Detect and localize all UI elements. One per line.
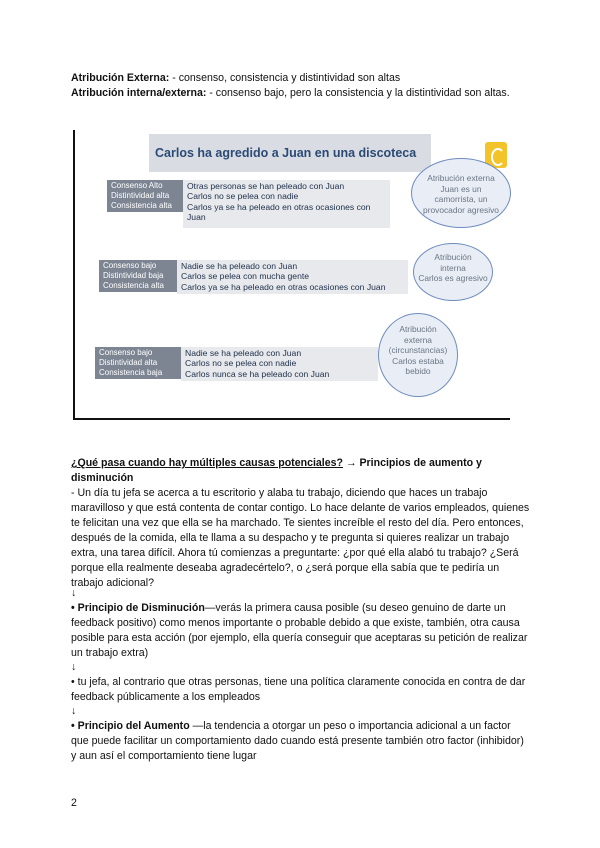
disminucion-text: —verás la primera causa posible (su deseo genuino de darte un feedback positivo) como menos importante o probable debido a que existe, también, otra causa posible para esta acción (por ejemplo, ella quería conseguir que aceptaras su petición de realizar un trabajo extra) xyxy=(71,602,528,659)
block2-row: Carlos ya se ha peleado en otras ocasiones con Juan xyxy=(181,281,386,292)
attribution-figure xyxy=(73,130,510,423)
story-paragraph: - Un día tu jefa se acerca a tu escritorio y alaba tu trabajo, diciendo que haces un trabajo maravilloso y que está contenta de contar contigo. Lo hace delante de varios empleados, quienes te felicitan una vez que ella se ha marchado. Te sientes increíble el resto del día. Pero entonces, después de la comida, ella te llama a su despacho y te pregunta si quieres realizar un trabajo extra, una tarea difícil. Ahora tú comienzas a preguntarte: ¿por qué ella alabó tu trabajo? ¿Será porque ella realmente deseaba agradecértelo?, o ¿será porque ella sabía que te pediría un trabajo adicional? xyxy=(71,487,530,589)
block2-label: Consistencia alta xyxy=(103,281,164,290)
block1-row: Carlos no se pelea con nadie xyxy=(187,191,299,202)
block3-row: Carlos nunca se ha peleado con Juan xyxy=(185,368,330,379)
aumento-paragraph xyxy=(71,719,531,764)
ellipse-line: Carlos es agresivo xyxy=(418,273,488,283)
block2-row: Carlos se pelea con mucha gente xyxy=(181,271,310,282)
block2-ellipse xyxy=(413,243,493,301)
section-question: ¿Qué pasa cuando hay múltiples causas potenciales? xyxy=(71,457,343,469)
intro-external xyxy=(71,71,531,86)
block1-label: Consenso Alto xyxy=(111,181,163,190)
block2-labels xyxy=(99,260,177,292)
disminucion-label: • Principio de Disminución xyxy=(71,602,205,614)
block3-row: Carlos no se pelea con nadie xyxy=(185,358,297,369)
ellipse-line: provocador agresivo xyxy=(423,204,499,215)
jefa-paragraph: • tu jefa, al contrario que otras personas, tiene una política claramente conocida en contra de dar feedback públicamente a los empleados xyxy=(71,676,526,703)
figure-title: Carlos ha agredido a Juan en una discoteca xyxy=(149,134,431,172)
block1-row: Carlos ya se ha peleado en otras ocasiones con Juan xyxy=(187,201,371,223)
block3-label: Consistencia baja xyxy=(99,368,163,377)
figure-left-border xyxy=(73,130,75,420)
ellipse-line: Atribución externa xyxy=(427,173,495,183)
block3-ellipse xyxy=(378,313,458,397)
ellipse-line: externa xyxy=(404,334,432,345)
external-label: Atribución Externa: xyxy=(71,72,170,84)
block1-ellipse xyxy=(411,158,511,228)
ellipse-line: bebido xyxy=(405,366,431,376)
block1-row: Otras personas se han peleado con Juan xyxy=(187,181,345,191)
block3-row: Nadie se ha peleado con Juan xyxy=(185,348,302,358)
block2-label: Distintividad baja xyxy=(103,271,164,280)
block3-labels xyxy=(95,347,181,379)
aumento-text: —la tendencia a otorgar un peso o importancia adicional a un factor que puede facilitar un comportamiento dado cuando está presente también otro factor (inhibidor) y aun así el comportamiento tiene lugar xyxy=(71,720,524,762)
aumento-label: • Principio del Aumento xyxy=(71,720,190,732)
ellipse-line: Carlos estaba xyxy=(392,355,444,366)
block1-labels xyxy=(107,180,183,212)
block1-label: Distintividad alta xyxy=(111,191,170,200)
internal-external-label: Atribución interna/externa: xyxy=(71,87,207,99)
intro-internal-external xyxy=(71,86,531,101)
page-number: 2 xyxy=(71,797,77,809)
ellipse-line: Atribución xyxy=(434,252,472,262)
block3-rows xyxy=(181,347,378,381)
ellipse-line: (circunstancias) xyxy=(388,345,448,355)
external-text: - consenso, consistencia y distintividad son altas xyxy=(169,72,401,84)
arrow-3: ↓ xyxy=(71,705,77,717)
ellipse-line: Juan es un xyxy=(440,183,482,194)
block2-rows xyxy=(177,260,408,294)
section-heading xyxy=(71,456,531,486)
block3-label: Consenso bajo xyxy=(99,348,153,357)
figure-bottom-border xyxy=(73,418,510,420)
ellipse-line: interna xyxy=(440,262,466,273)
ellipse-line: Atribución xyxy=(399,324,437,334)
arrow-2: ↓ xyxy=(71,661,77,673)
block2-label: Consenso bajo xyxy=(103,261,157,270)
block3-label: Distintividad alta xyxy=(99,358,158,367)
block2-row: Nadie se ha peleado con Juan xyxy=(181,261,298,271)
internal-external-text: - consenso bajo, pero la consistencia y la distintividad son altas. xyxy=(206,87,510,99)
block1-rows xyxy=(183,180,390,228)
ellipse-line: camorrista, un xyxy=(434,194,488,204)
block1-label: Consistencia alta xyxy=(111,201,172,210)
arrow-1: ↓ xyxy=(71,587,77,599)
section-principles-title: → Principios de aumento y disminución xyxy=(71,457,482,484)
disminucion-paragraph xyxy=(71,601,531,661)
